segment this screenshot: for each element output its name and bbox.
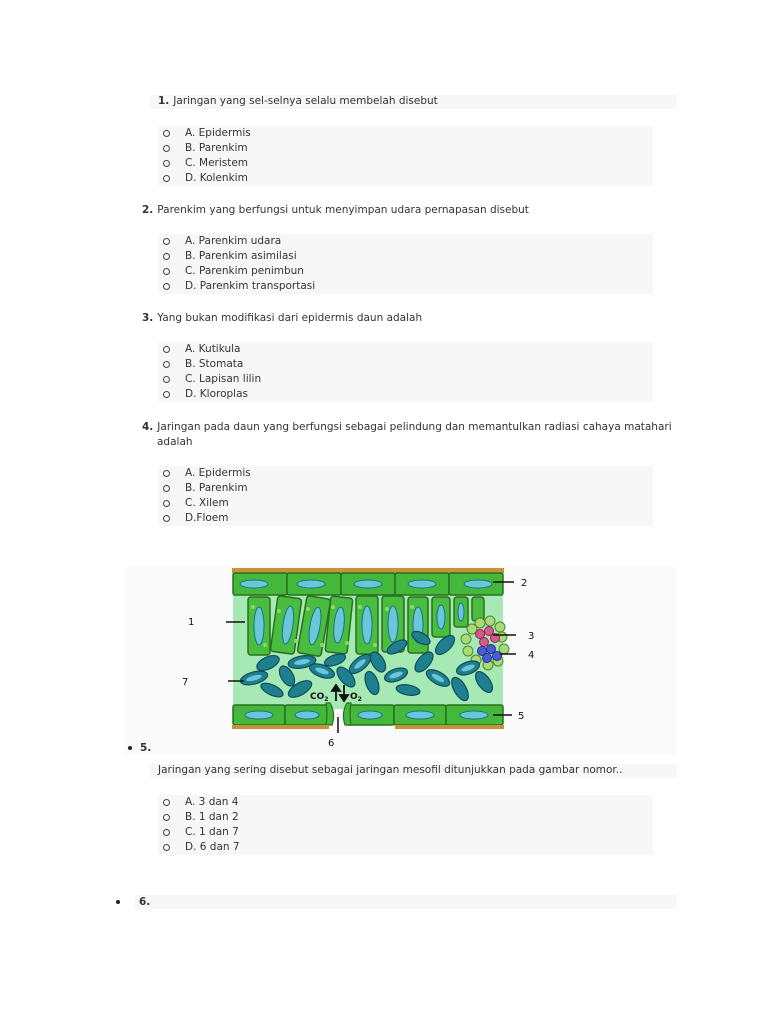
radio-circle-icon (163, 485, 170, 492)
q5-bullet (128, 746, 132, 750)
radio-circle-icon (163, 361, 170, 368)
q1-number: 1. (158, 95, 170, 107)
radio-circle-icon (163, 160, 170, 167)
radio-circle-icon (163, 130, 170, 137)
leaf-cross-section-diagram (150, 565, 600, 755)
figure-label-6: 6 (328, 738, 335, 749)
q5-text: Jaringan yang sering disebut sebagai jaringan mesofil ditunjukkan pada gambar nomor.. (158, 764, 623, 776)
radio-circle-icon (163, 470, 170, 477)
radio-circle-icon (163, 283, 170, 290)
radio-circle-icon (163, 799, 170, 806)
q4-number: 4. (142, 421, 154, 433)
q5-title (158, 763, 622, 778)
figure-label-5: 5 (518, 711, 525, 722)
q4-title (142, 420, 672, 450)
q3-text: Yang bukan modifikasi dari epidermis daun adalah (157, 312, 423, 324)
q2-title (142, 203, 529, 218)
radio-circle-icon (163, 238, 170, 245)
q2-number: 2. (142, 204, 154, 216)
figure-label-4: 4 (528, 650, 535, 661)
q3-title (142, 311, 422, 326)
figure-label-3: 3 (528, 631, 535, 642)
radio-circle-icon (163, 253, 170, 260)
radio-circle-icon (163, 268, 170, 275)
figure-label-1: 1 (188, 617, 195, 628)
radio-circle-icon (163, 515, 170, 522)
q6-bullet (116, 900, 120, 904)
radio-circle-icon (163, 829, 170, 836)
svg-text:O2: $O_2$ (350, 692, 362, 703)
q4-text-line2: adalah (157, 436, 193, 448)
radio-circle-icon (163, 814, 170, 821)
q4-text: Jaringan pada daun yang berfungsi sebagai pelindung dan memantulkan radiasi cahaya matahari (157, 421, 672, 433)
q1-text: Jaringan yang sel-selnya selalu membelah disebut (173, 95, 438, 107)
radio-circle-icon (163, 346, 170, 353)
q6-number: 6. (139, 896, 151, 908)
figure-label-7: 7 (182, 677, 189, 688)
radio-circle-icon (163, 376, 170, 383)
svg-text:CO2: $CO_2$ (310, 692, 329, 703)
q3-number: 3. (142, 312, 154, 324)
radio-circle-icon (163, 391, 170, 398)
radio-circle-icon (163, 175, 170, 182)
radio-circle-icon (163, 500, 170, 507)
radio-circle-icon (163, 844, 170, 851)
q2-text: Parenkim yang berfungsi untuk menyimpan udara pernapasan disebut (157, 204, 529, 216)
radio-circle-icon (163, 145, 170, 152)
q1-title (158, 94, 438, 109)
q6-title-band (135, 895, 677, 909)
q5-number: 5. (140, 742, 152, 754)
figure-label-2: 2 (521, 578, 528, 589)
